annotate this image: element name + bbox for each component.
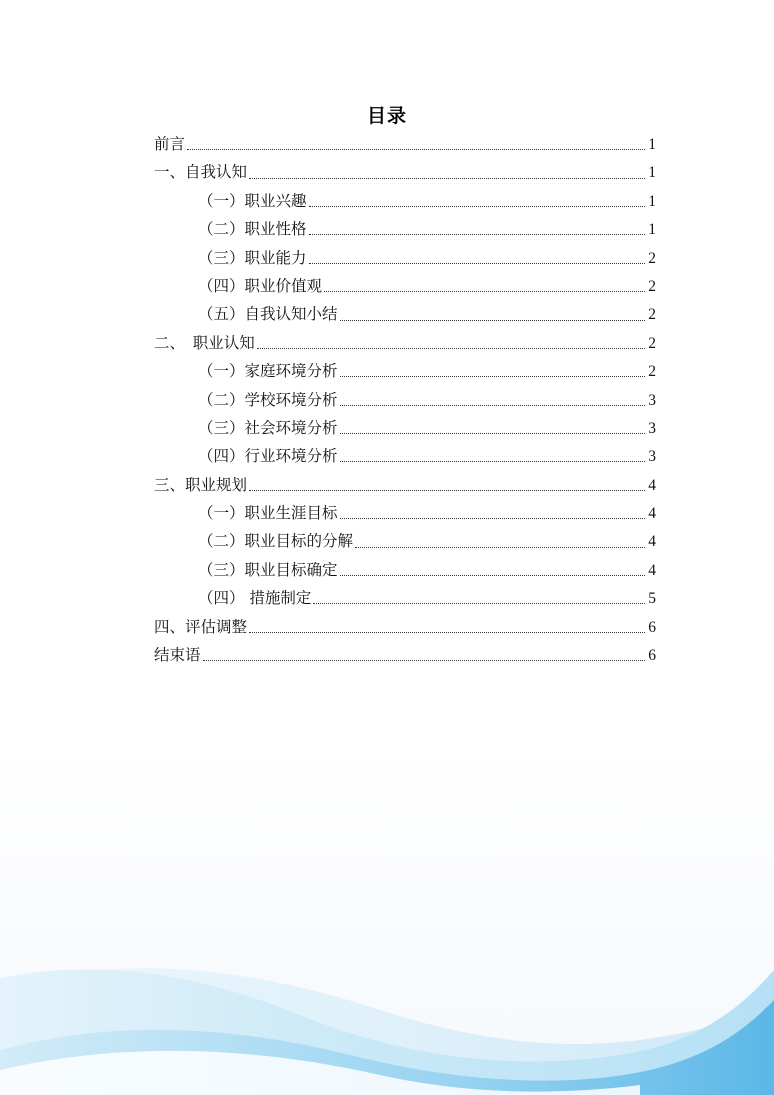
- toc-entry-page-number: 3: [648, 448, 656, 466]
- toc-entry[interactable]: [154, 272, 656, 300]
- toc-entry-label: （三）职业能力: [198, 248, 307, 267]
- toc-entry-page-number: 2: [648, 306, 656, 324]
- toc-entry[interactable]: [154, 329, 656, 357]
- toc-entry-label: （四）行业环境分析: [198, 447, 338, 466]
- toc-entry[interactable]: [154, 499, 656, 527]
- toc-dot-leader: [324, 290, 645, 292]
- toc-entry[interactable]: [154, 244, 656, 272]
- toc-entry-page-number: 1: [648, 136, 656, 153]
- toc-entry-label: 前言: [154, 135, 186, 153]
- toc-entry[interactable]: [154, 158, 656, 186]
- toc-entry-page-number: 4: [648, 505, 656, 523]
- toc-entry[interactable]: [154, 556, 656, 584]
- toc-entry-label: （一）职业生涯目标: [198, 504, 338, 523]
- toc-entry-label: （一）职业兴趣: [198, 191, 307, 210]
- toc-entry-label: （二）职业目标的分解: [198, 532, 354, 551]
- toc-entry-page-number: 2: [648, 249, 656, 267]
- toc-entry-page-number: 6: [648, 647, 656, 665]
- toc-entry-label: （一）家庭环境分析: [198, 362, 338, 381]
- toc-dot-leader: [203, 659, 646, 661]
- toc-dot-leader: [340, 460, 646, 462]
- toc-dot-leader: [340, 432, 646, 434]
- toc-entry-label: 结束语: [154, 646, 201, 665]
- toc-entry-label: （五）自我认知小结: [198, 305, 338, 324]
- toc-entry-label: （三）社会环境分析: [198, 418, 338, 437]
- toc-entry-page-number: 1: [648, 221, 656, 239]
- toc-entry[interactable]: [154, 130, 656, 158]
- toc-entry-page-number: 2: [648, 334, 656, 352]
- toc-entry-label: （四） 措施制定: [198, 589, 312, 608]
- toc-dot-leader: [257, 347, 645, 349]
- toc-entry[interactable]: [154, 613, 656, 641]
- toc-entry-page-number: 5: [648, 590, 656, 608]
- toc-entry-label: 一、自我认知: [154, 163, 248, 182]
- toc-entry-page-number: 6: [648, 618, 656, 636]
- toc-entry-page-number: 4: [648, 561, 656, 579]
- toc-dot-leader: [355, 546, 645, 548]
- toc-entry-page-number: 4: [648, 533, 656, 551]
- toc-entry-page-number: 3: [648, 419, 656, 437]
- toc-entry-page-number: 2: [648, 363, 656, 381]
- toc-entry-page-number: 1: [648, 164, 656, 182]
- toc-entry-page-number: 2: [648, 277, 656, 295]
- toc-entry-label: 二、 职业认知: [154, 333, 255, 352]
- toc-entry[interactable]: [154, 215, 656, 243]
- toc-dot-leader: [313, 602, 645, 604]
- toc-entry-label: （二）学校环境分析: [198, 390, 338, 409]
- toc-entry[interactable]: [154, 414, 656, 442]
- toc-entry[interactable]: [154, 386, 656, 414]
- toc-entry[interactable]: [154, 187, 656, 215]
- toc-entry-label: 三、职业规划: [154, 475, 248, 494]
- toc-dot-leader: [249, 489, 645, 491]
- toc-dot-leader: [249, 177, 645, 179]
- toc-dot-leader: [309, 233, 646, 235]
- decorative-wave-footer: [0, 930, 774, 1095]
- toc-title: 目录: [366, 105, 407, 127]
- toc-entry[interactable]: [154, 300, 656, 328]
- toc-entry-page-number: 1: [648, 192, 656, 210]
- toc-entry-page-number: 3: [648, 391, 656, 409]
- toc-entry-page-number: 4: [648, 476, 656, 494]
- table-of-contents: [154, 130, 656, 669]
- toc-dot-leader: [340, 574, 646, 576]
- toc-entry[interactable]: [154, 471, 656, 499]
- toc-dot-leader: [187, 148, 645, 150]
- toc-entry-label: （三）职业目标确定: [198, 560, 338, 579]
- toc-dot-leader: [340, 517, 646, 519]
- toc-entry[interactable]: [154, 527, 656, 555]
- toc-dot-leader: [340, 404, 646, 406]
- toc-entry[interactable]: [154, 584, 656, 612]
- toc-entry-label: 四、评估调整: [154, 617, 248, 636]
- toc-entry[interactable]: [154, 357, 656, 385]
- toc-dot-leader: [340, 319, 646, 321]
- toc-entry-label: （二）职业性格: [198, 220, 307, 239]
- toc-dot-leader: [249, 631, 645, 633]
- toc-dot-leader: [340, 375, 646, 377]
- toc-entry-label: （四）职业价值观: [198, 276, 323, 295]
- toc-dot-leader: [309, 262, 646, 264]
- toc-entry[interactable]: [154, 641, 656, 669]
- toc-entry[interactable]: [154, 442, 656, 470]
- toc-dot-leader: [309, 205, 646, 207]
